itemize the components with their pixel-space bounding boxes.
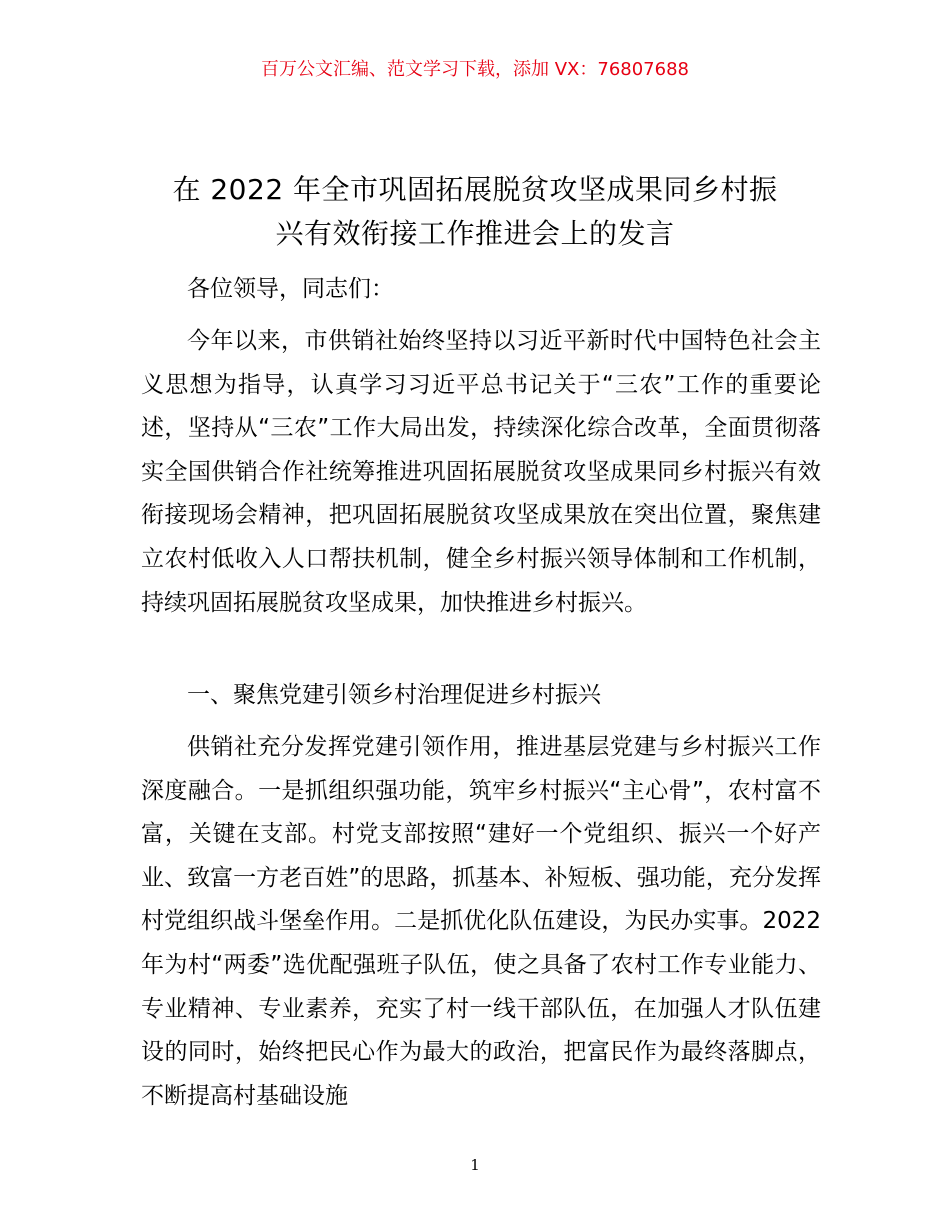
intro-paragraph-block (141, 320, 821, 625)
title-line-2: 兴有效衔接工作推进会上的发言 (275, 217, 675, 250)
section-paragraph-1: 供销社充分发挥党建引领作用，推进基层党建与乡村振兴工作深度融合。一是抓组织强功能，筑牢乡村振兴“主心骨”，农村富不富，关键在支部。村党支部按照“建好一个党组织、振兴一个好产业、致富一方老百姓”的思路，抓基本、补短板、强功能，充分发挥村党组织战斗堡垒作用。二是抓优化队伍建设，为民办实事。2022 年为村“两委”选优配强班子队伍，使之具备了农村工作专业能力、专业精神、专业素养，充实了村一线干部队伍，在加强人才队伍建设的同时，始终把民心作为最大的政治，把富民作为最终落脚点，不断提高村基础设施 (141, 734, 821, 1109)
salutation-block (141, 268, 821, 312)
title-line-1: 在 2022 年全市巩固拓展脱贫攻坚成果同乡村振 (172, 173, 778, 206)
page-number: 1 (470, 1156, 480, 1174)
salutation: 各位领导，同志们： (187, 276, 394, 302)
section-heading-block (141, 674, 821, 718)
intro-paragraph: 今年以来，市供销社始终坚持以习近平新时代中国特色社会主义思想为指导，认真学习习近平总书记关于“三农”工作的重要论述，坚持从“三农”工作大局出发，持续深化综合改革，全面贯彻落实全国供销合作社统筹推进巩固拓展脱贫攻坚成果同乡村振兴有效衔接现场会精神，把巩固拓展脱贫攻坚成果放在突出位置，聚焦建立农村低收入人口帮扶机制，健全乡村振兴领导体制和工作机制，持续巩固拓展脱贫攻坚成果，加快推进乡村振兴。 (141, 328, 821, 616)
section-heading-1: 一、聚焦党建引领乡村治理促进乡村振兴 (187, 682, 601, 708)
document-title (100, 168, 850, 256)
section-paragraph-block (141, 726, 821, 1118)
header-watermark-note: 百万公文汇编、范文学习下载，添加 VX：76807688 (261, 59, 689, 80)
